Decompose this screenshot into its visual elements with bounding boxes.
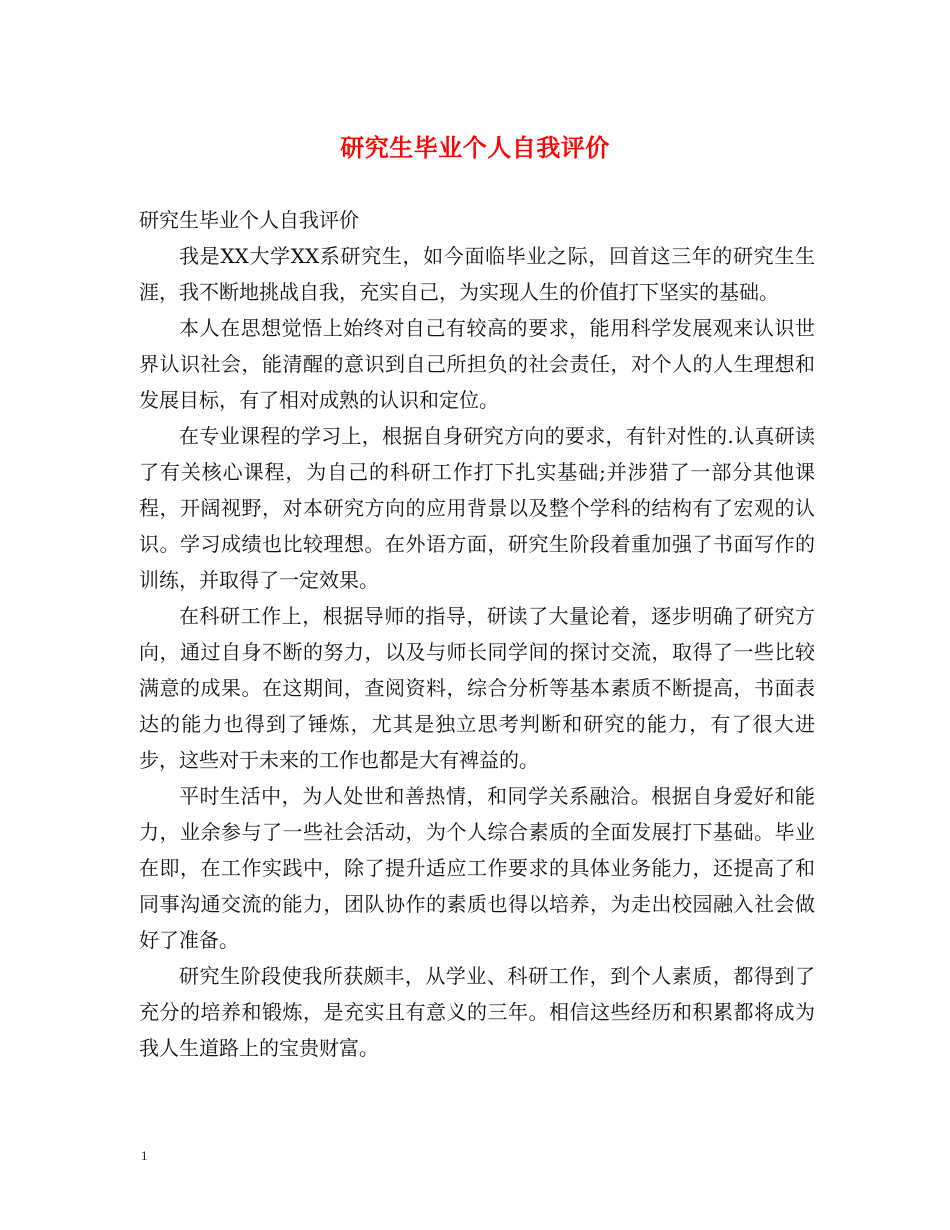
paragraph-coursework: 在专业课程的学习上，根据自身研究方向的要求，有针对性的.认真研读了有关核心课程，为自己的科研工作打下扎实基础;并涉猎了一部分其他课程，开阔视野，对本研究方向的应用背景以及整个学科的结构有了宏观的认识。学习成绩也比较理想。在外语方面，研究生阶段着重加强了书面写作的训练，并取得了一定效果。 [139, 424, 815, 592]
paragraph-research: 在科研工作上，根据导师的指导，研读了大量论着，逐步明确了研究方向，通过自身不断的努力，以及与师长同学间的探讨交流，取得了一些比较满意的成果。在这期间，查阅资料，综合分析等基本素质不断提高，书面表达的能力也得到了锤炼，尤其是独立思考判断和研究的能力，有了很大进步，这些对于未来的工作也都是大有裨益的。 [139, 604, 815, 772]
paragraph-intro: 我是XX大学XX系研究生，如今面临毕业之际，回首这三年的研究生生涯，我不断地挑战自我，充实自己，为实现人生的价值打下坚实的基础。 [139, 244, 815, 304]
paragraph-life: 平时生活中，为人处世和善热情，和同学关系融洽。根据自身爱好和能力，业余参与了一些社会活动，为个人综合素质的全面发展打下基础。毕业在即，在工作实践中，除了提升适应工作要求的具体业务能力，还提高了和同事沟通交流的能力，团队协作的素质也得以培养，为走出校园融入社会做好了准备。 [139, 784, 815, 952]
paragraph-conclusion: 研究生阶段使我所获颇丰，从学业、科研工作，到个人素质，都得到了充分的培养和锻炼，是充实且有意义的三年。相信这些经历和积累都将成为我人生道路上的宝贵财富。 [139, 964, 815, 1060]
document-body [139, 202, 815, 1066]
document-subtitle: 研究生毕业个人自我评价 [139, 208, 359, 232]
paragraph-ideology: 本人在思想觉悟上始终对自己有较高的要求，能用科学发展观来认识世界认识社会，能清醒的意识到自己所担负的社会责任，对个人的人生理想和发展目标，有了相对成熟的认识和定位。 [139, 316, 815, 412]
page-number: 1 [141, 1148, 148, 1163]
document-title: 研究生毕业个人自我评价 [340, 134, 610, 162]
